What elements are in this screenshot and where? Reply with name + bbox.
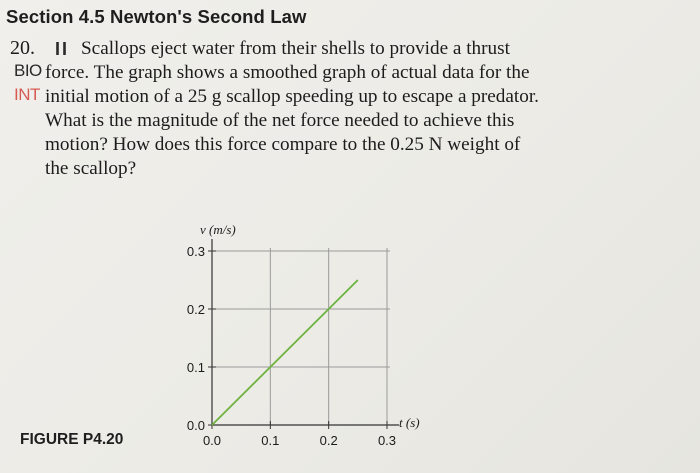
figure-caption: FIGURE P4.20	[20, 431, 124, 448]
problem-line: initial motion of a 25 g scallop speeding up to escape a predator.	[45, 86, 539, 107]
y-tick-label: 0.3	[186, 244, 205, 259]
section-header: Section 4.5 Newton's Second Law	[6, 6, 307, 27]
problem-line: the scallop?	[45, 158, 137, 179]
velocity-line	[212, 280, 358, 425]
int-tag: INT	[14, 85, 40, 104]
x-tick-label: 0.3	[377, 433, 397, 448]
y-tick-label: 0.2	[186, 302, 205, 317]
x-tick-label: 0.0	[202, 433, 222, 448]
y-tick-label: 0.1	[186, 360, 205, 375]
x-tick-label: 0.2	[319, 433, 338, 448]
y-tick-label: 0.0	[186, 418, 205, 433]
problem-line: motion? How does this force compare to the 0.25 N weight of	[45, 134, 521, 155]
difficulty-mark: II	[55, 39, 70, 59]
y-axis-title: v (m/s)	[200, 222, 236, 237]
problem-line: Scallops eject water from their shells to provide a thrust	[81, 38, 510, 59]
problem-number: 20.	[10, 37, 35, 59]
bio-tag: BIO	[14, 61, 42, 80]
x-tick-label: 0.1	[261, 433, 280, 448]
problem-line: force. The graph shows a smoothed graph of actual data for the	[45, 62, 530, 83]
problem-line: What is the magnitude of the net force needed to achieve this	[45, 110, 515, 131]
x-axis-title: t (s)	[399, 415, 420, 430]
